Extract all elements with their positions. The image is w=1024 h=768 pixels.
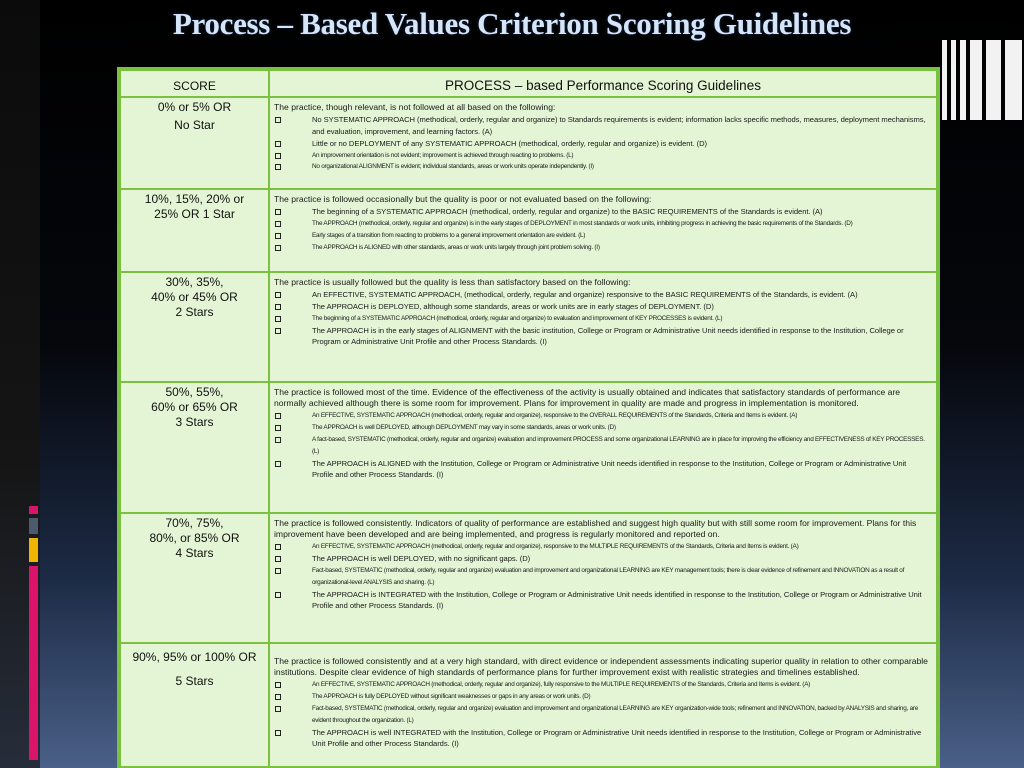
accent-bar-red xyxy=(29,506,38,514)
checkbox-bullet-icon xyxy=(275,682,281,688)
bullet-text: Fact-based, SYSTEMATIC (methodical, orderly, regular and organize) evaluation and improvement and organizational LEARNING are KEY organization-wide tools; refinement and INNOVATION, backed by ANALYSIS and sharing, are evident throughout the organization. (L) xyxy=(312,705,919,724)
checkbox-bullet-icon xyxy=(275,425,281,431)
list-item xyxy=(274,138,928,150)
table-row xyxy=(120,189,937,272)
list-item xyxy=(274,218,928,230)
table-row xyxy=(120,643,937,768)
bullet-text: An EFFECTIVE, SYSTEMATIC APPROACH (methodical, orderly, regular and organize), responsive to the OVERALL REQUIREMENTS of the Standards, Criteria and Items is evident. (A) xyxy=(312,412,798,420)
checkbox-bullet-icon xyxy=(275,328,281,334)
description-cell xyxy=(269,643,937,768)
list-item xyxy=(274,703,928,727)
checkbox-bullet-icon xyxy=(275,233,281,239)
row-intro: The practice is followed consistently. Indicators of quality of performance are established and suggest high quality but with still some room for improvement. Plans for this improvement have been developed and are being implemented, and progress is regularly monitored and reported on. xyxy=(274,518,917,540)
checkbox-bullet-icon xyxy=(275,592,281,598)
bullet-text: No SYSTEMATIC APPROACH (methodical, orderly, regular and organize) to Standards requirements is evident; information lacks specific methods, measures, deployment mechanisms, and evaluation, improvement, and learning factors. (A) xyxy=(312,115,926,136)
list-item xyxy=(274,150,928,162)
star-rating: 25% OR 1 Star xyxy=(154,207,235,221)
score-cell xyxy=(120,382,269,513)
list-item xyxy=(274,565,928,589)
bullet-text: An EFFECTIVE, SYSTEMATIC APPROACH, (methodical, orderly, regular and organize) responsive to the BASIC REQUIREMENTS of the Standards, is evident. (A) xyxy=(312,290,858,300)
scoring-table xyxy=(117,67,940,768)
score-cell xyxy=(120,272,269,382)
table-row xyxy=(120,97,937,189)
checkbox-bullet-icon xyxy=(275,153,281,159)
table-row xyxy=(120,272,937,382)
bullet-text: The beginning of a SYSTEMATIC APPROACH (methodical, orderly, regular and organize) to the BASIC REQUIREMENTS of the Standards is evident. (A) xyxy=(312,207,823,217)
score-range: 30%, 35%, xyxy=(165,275,224,289)
row-intro: The practice, though relevant, is not followed at all based on the following: xyxy=(274,102,556,112)
bullet-text: No organizational ALIGNMENT is evident; individual standards, areas or work units operate independently. (I) xyxy=(312,163,594,171)
score-range: 0% or 5% OR xyxy=(157,100,232,114)
bullet-text: The APPROACH is well INTEGRATED with the Institution, College or Program or Administrative Unit needs identified in response to the Institution, College or Program or Administrative Unit Profile and other Process Standards. (I) xyxy=(312,727,922,749)
bullet-text: The APPROACH is INTEGRATED with the Institution, College or Program or Administrative Unit needs identified in response to the Institution, College or Program or Administrative Unit Profile and other Process Standards. (I) xyxy=(312,589,922,611)
description-cell xyxy=(269,513,937,643)
list-item xyxy=(274,161,928,173)
checkbox-bullet-icon xyxy=(275,316,281,322)
bullet-text: Fact-based, SYSTEMATIC (methodical, orderly, regular and organize) evaluation and improvement and organizational LEARNING are KEY management tools; there is clear evidence of refinement and INNOVATION as a result of organizational-level ANALYSIS and sharing. (L) xyxy=(312,567,905,586)
table-row xyxy=(120,382,937,513)
bullet-text: The APPROACH is fully DEPLOYED without significant weaknesses or gaps in any areas or work units. (D) xyxy=(312,693,591,701)
score-range: 10%, 15%, 20% or xyxy=(144,192,245,206)
score-range: 40% or 45% OR xyxy=(151,290,238,304)
list-item xyxy=(274,301,928,313)
checkbox-bullet-icon xyxy=(275,730,281,736)
list-item xyxy=(274,589,928,613)
score-range: 50%, 55%, xyxy=(165,385,224,399)
star-rating: 2 Stars xyxy=(175,305,214,319)
description-cell xyxy=(269,189,937,272)
score-cell xyxy=(120,97,269,189)
list-item xyxy=(274,691,928,703)
bullet-text: The APPROACH is well DEPLOYED, although DEPLOYMENT may vary in some standards, areas or work units. (D) xyxy=(312,424,616,432)
list-item xyxy=(274,434,928,458)
accent-bar-yellow xyxy=(29,538,38,562)
checkbox-bullet-icon xyxy=(275,556,281,562)
checkbox-bullet-icon xyxy=(275,245,281,251)
bullet-text: The APPROACH is well DEPLOYED, with no significant gaps. (D) xyxy=(312,554,531,564)
list-item xyxy=(274,206,928,218)
bullet-text: Early stages of a transition from reacting to problems to a general improvement orientation are evident. (L) xyxy=(312,231,586,239)
row-intro: The practice is followed occasionally but the quality is poor or not evaluated based on the following: xyxy=(274,194,652,204)
checkbox-bullet-icon xyxy=(275,568,281,574)
row-intro: The practice is followed most of the time. Evidence of the effectiveness of the activity is usually obtained and indicates that satisfactory standards of performance are normally achieved although there is some room for improvement. Plans for improvement in quality are made and progress in implementation is monitored. xyxy=(274,387,901,409)
bullet-text: The APPROACH is in the early stages of ALIGNMENT with the basic institution, College or Program or Administrative Unit needs identified in response to the Institution, College or Program or Administrative Unit Profile and other Process Standards. (I) xyxy=(312,325,904,347)
bullet-text: The APPROACH (methodical, orderly, regular and organize) is in the early stages of DEPLOYMENT in most standards or work units, inhibiting progress in achieving the basic requirements of the Standards. (D) xyxy=(312,220,853,227)
checkbox-bullet-icon xyxy=(275,544,281,550)
score-cell xyxy=(120,189,269,272)
list-item xyxy=(274,422,928,434)
score-cell xyxy=(120,643,269,768)
score-range: 70%, 75%, xyxy=(165,516,224,530)
description-cell xyxy=(269,272,937,382)
checkbox-bullet-icon xyxy=(275,292,281,298)
checkbox-bullet-icon xyxy=(275,461,281,467)
list-item xyxy=(274,313,928,325)
bullet-text: An EFFECTIVE, SYSTEMATIC APPROACH (methodical, orderly, regular and organize), fully responsive to the MULTIPLE REQUIREMENTS of the Standards, Criteria and Items is evident. (A) xyxy=(312,681,811,689)
checkbox-bullet-icon xyxy=(275,221,281,227)
decorative-bars xyxy=(942,40,1024,120)
accent-bar-pink xyxy=(29,566,38,760)
table-row xyxy=(120,513,937,643)
list-item xyxy=(274,325,928,349)
bullet-text: The beginning of a SYSTEMATIC APPROACH (methodical, orderly, regular and organize) to evaluation and improvement of KEY PROCESSES is evident. (L) xyxy=(312,314,723,322)
list-item xyxy=(274,242,928,254)
star-rating: 5 Stars xyxy=(175,674,214,688)
bullet-text: An improvement orientation is not evident; improvement is achieved through reacting to problems. (L) xyxy=(312,151,574,159)
list-item xyxy=(274,410,928,422)
score-range: 60% or 65% OR xyxy=(151,400,238,414)
checkbox-bullet-icon xyxy=(275,706,281,712)
score-cell xyxy=(120,513,269,643)
description-cell xyxy=(269,382,937,513)
list-item xyxy=(274,230,928,242)
bullet-text: The APPROACH is ALIGNED with the Institution, College or Program or Administrative Unit needs identified in response to the Institution, College or Program or Administrative Unit Profile and other Process Standards. (I) xyxy=(312,458,907,480)
list-item xyxy=(274,114,928,138)
header-score: SCORE xyxy=(120,70,269,97)
slide-title: Process – Based Values Criterion Scoring Guidelines xyxy=(172,6,852,41)
checkbox-bullet-icon xyxy=(275,304,281,310)
list-item xyxy=(274,679,928,691)
list-item xyxy=(274,727,928,751)
bullet-text: Little or no DEPLOYMENT of any SYSTEMATIC APPROACH (methodical, orderly, regular and organize) is evident. (D) xyxy=(312,138,708,148)
star-rating: 3 Stars xyxy=(175,415,214,429)
score-range: 90%, 95% or 100% OR xyxy=(132,650,257,664)
checkbox-bullet-icon xyxy=(275,164,281,170)
checkbox-bullet-icon xyxy=(275,117,281,123)
list-item xyxy=(274,289,928,301)
bullet-text: The APPROACH is DEPLOYED, although some standards, areas or work units are in early stages of DEPLOYMENT. (D) xyxy=(312,302,714,311)
description-cell xyxy=(269,97,937,189)
star-rating: No Star xyxy=(174,118,215,132)
checkbox-bullet-icon xyxy=(275,209,281,215)
accent-bar-gray xyxy=(29,518,38,534)
checkbox-bullet-icon xyxy=(275,437,281,443)
bullet-text: The APPROACH is ALIGNED with other standards, areas or work units largely through joint problem solving. (I) xyxy=(312,243,600,251)
row-intro: The practice is usually followed but the quality is less than satisfactory based on the following: xyxy=(274,277,631,287)
bullet-text: An EFFECTIVE, SYSTEMATIC APPROACH (methodical, orderly, regular and organize), responsive to the MULTIPLE REQUIREMENTS of the Standards, Criteria and Items is evident. (A) xyxy=(312,543,799,551)
list-item xyxy=(274,553,928,565)
checkbox-bullet-icon xyxy=(275,413,281,419)
star-rating: 4 Stars xyxy=(175,546,214,560)
checkbox-bullet-icon xyxy=(275,141,281,147)
score-range: 80%, or 85% OR xyxy=(149,531,240,545)
row-intro: The practice is followed consistently and at a very high standard, with direct evidence or independent assessments indicating superior quality in relation to other comparable institutions. Despite clear evidence of high standards of performance plans for further improvement exist with realistic strategies and timelines established. xyxy=(274,656,928,678)
checkbox-bullet-icon xyxy=(275,694,281,700)
bullet-text: A fact-based, SYSTEMATIC (methodical, orderly, regular and organize) evaluation and improvement PROCESS and some organizational LEARNING are in place for improving the efficiency and EFFECTIVENESS of KEY PROCESSES. (L) xyxy=(312,436,925,455)
list-item xyxy=(274,458,928,482)
list-item xyxy=(274,541,928,553)
header-process: PROCESS – based Performance Scoring Guidelines xyxy=(269,70,937,97)
